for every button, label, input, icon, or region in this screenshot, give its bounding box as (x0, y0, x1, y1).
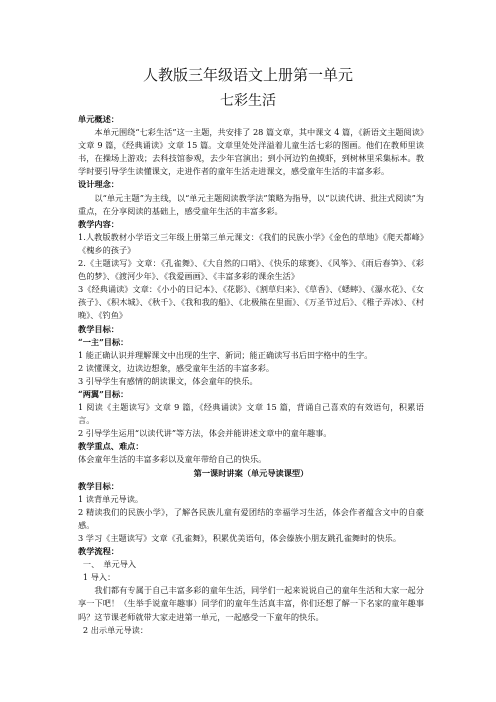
document-body (78, 113, 424, 637)
process-step-1-1: 1 导入： (82, 572, 116, 583)
wing-item-1: 1 阅读《主题读写》文章 9 篇，《经典诵读》文章 15 篇，背诵自己喜欢的有效语句，积累语言。 (78, 402, 424, 426)
heading-design: 设计理念： (78, 179, 119, 190)
goal-item-2: 2 读懂课文，边读边想象，感受童年生活的丰富多彩。 (78, 362, 275, 373)
heading-overview: 单元概述： (78, 114, 119, 124)
goal-item-1: 1 能正确认识并理解课文中出现的生字、新词；能正确读写书后田字格中的生字。 (78, 349, 373, 360)
process-step-1-2: 2 出示单元导读： (82, 624, 149, 635)
goal-item-3: 3 引导学生有感情的朗读课文，体会童年的快乐。 (78, 375, 258, 386)
wing-item-2: 2 引导学生运用“以读代讲”等方法，体会并能讲述文章中的童年趣事。 (78, 428, 332, 439)
paragraph-key-points: 体会童年生活的丰富多彩以及童年带给自己的快乐。 (78, 454, 267, 465)
heading-two-wings: “两翼”目标： (78, 388, 129, 399)
content-item-2: 2.《主题读写》文章：《孔雀舞》、《大自然的口哨》、《快乐的球赛》、《风筝》、《雨后春笋》、《彩色的梦》、《渡河少年》、《我爱画画》、《丰富多彩的课余生活》 (78, 258, 424, 282)
heading-one-goal: “一主”目标： (78, 336, 129, 347)
content-item-3: 3《经典诵读》文章：《小小的日记本》、《花影》、《割草归来》、《草香》、《蟋蟀》、《瀑水花》、《女孩子》、《积木城》、《秋千》、《我和我的船》、《北极熊在里面》、《万圣节过后》、《稚子弄冰》、《村晚》、《钓鱼》 (78, 284, 424, 321)
paragraph-overview: 本单元围绕“七彩生活”这一主题，共安排了 28 篇文章，其中课文 4 篇，《新语文主题阅读》文章 9 篇，《经典诵读》文章 15 篇。文章里处处洋溢着儿童生活七彩的图画。他们在教师里读书，在操场上游戏；去科技馆参观，去少年宫演出；到小河边钓鱼摸虾，到树林里采集标本。教学时要引导学生读懂课文，走进作者的童年生活走进课文，感受童年生活的丰富多彩。 (78, 127, 424, 177)
document-subtitle: 七彩生活 (220, 93, 276, 109)
heading-goals: 教学目标： (78, 323, 119, 334)
lesson-title: 第一课时讲案（单元导读课型） (193, 467, 309, 478)
process-step-1: 一、 单元导入 (82, 559, 137, 570)
heading-key-points: 教学重点、难点： (78, 441, 144, 452)
lesson-goal-2: 2 精读我们的民族小学》，了解各民族儿童有爱团结的幸福学习生活，体会作者蕴含文中的自豪感。 (78, 506, 424, 530)
heading-process: 教学流程： (78, 546, 119, 557)
document-title: 人教版三年级语文上册第一单元 (142, 66, 353, 84)
content-item-1: 1.人教版教材小学语文三年级上册第三单元课文：《我们的民族小学》《金色的草地》《爬天都峰》《槐乡的孩子》 (78, 231, 424, 255)
lesson-goal-3: 3 学习《主题读写》文章《孔雀舞》，积累优美语句，体会傣族小朋友跳孔雀舞时的快乐。 (78, 533, 402, 543)
paragraph-design: 以“单元主题”为主线，以“单元主题阅读教学法”策略为指导，以“以读代讲、批注式阅读”为重点，在分享阅读的基础上，感受童年生活的丰富多彩。 (78, 192, 424, 216)
lesson-goal-1: 1 读背单元导读。 (78, 493, 144, 504)
paragraph-intro: 我们都有专属于自己丰富多彩的童年生活，同学们一起来说说自己的童年生活和大家一起分享一下吧！（生举手说童年趣事）同学们的童年生活真丰富，你们还想了解一下名家的童年趣事吗？这节课老师就带大家走进第一单元，一起感受一下童年的快乐。 (78, 585, 424, 622)
heading-content: 教学内容： (78, 218, 119, 229)
heading-lesson-goals: 教学目标： (78, 480, 119, 491)
